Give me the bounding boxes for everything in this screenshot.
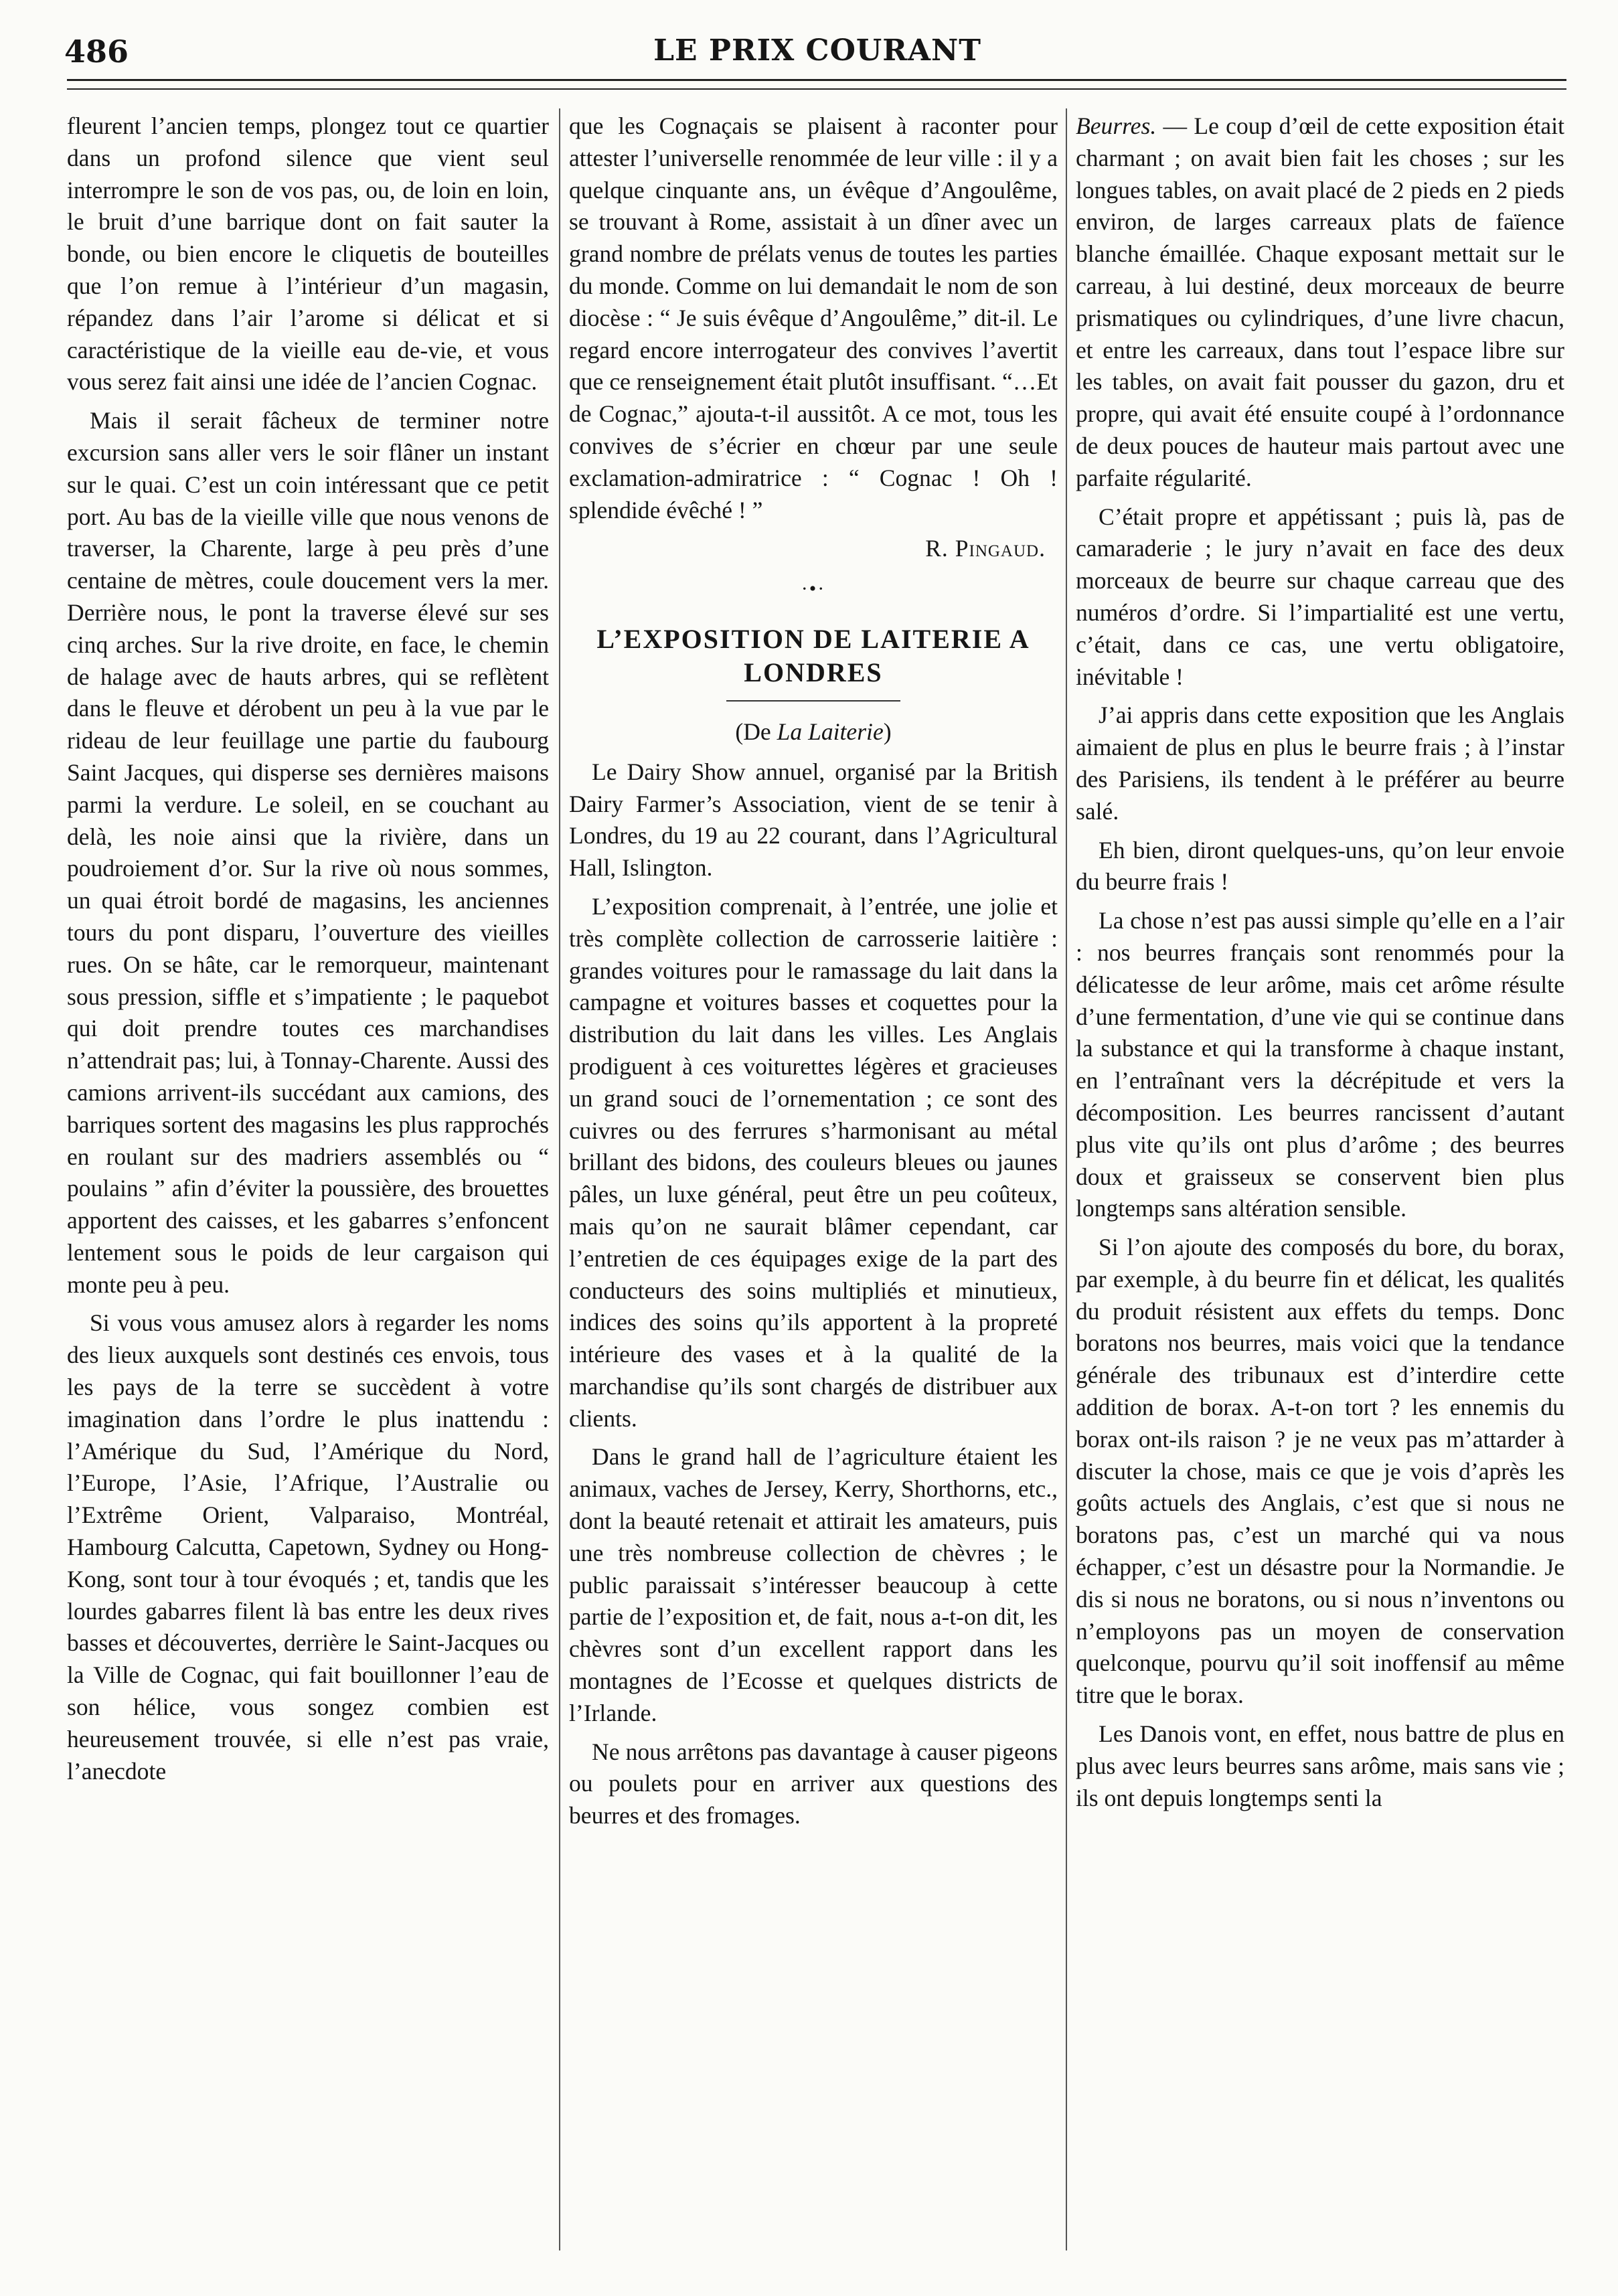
paragraph: Dans le grand hall de l’agriculture étaient les animaux, vaches de Jersey, Kerry, Shorthorns, etc., dont la beauté retenait et attirait les amateurs, puis une très nombreuse collection de chèvres ; le public paraissait s’intéresser beaucoup à cette partie de l’exposition et, de fait, nous a-t-on dit, les chèvres sont d’un excellent rapport dans les montagnes de l’Ecosse et quelques districts de l’Irlande. xyxy=(569,1443,1058,1726)
column-3 xyxy=(1076,110,1564,2269)
author-signature: R. Pingaud. xyxy=(925,535,1046,562)
column-divider-1 xyxy=(559,108,560,2250)
paragraph: L’exposition comprenait, à l’entrée, une jolie et très complète collection de carrosserie laitière : grandes voitures pour le ramassage du lait dans la campagne et voitures basses et coquettes pour la distribution du lait dans les villes. Les Anglais prodiguent à ces voiturettes légères et gracieuses un grand souci de l’ornementation ; ce sont des cuivres ou des ferrures s’harmonisant au métal brillant des bidons, des couleurs bleues ou jaunes pâles, un luxe général, peut être un peu coûteux, mais qu’on ne saurait blâmer cependant, car l’entretien de ces équipages exige de la part des conducteurs des soins multipliés et minutieux, indices des soins qu’ils apportent à la propreté intérieure des vases et à la qualité de la marchandise qu’ils sont chargés de distribuer aux clients. xyxy=(569,892,1058,1432)
source-publication: La Laiterie xyxy=(777,718,884,745)
paragraph: La chose n’est pas aussi simple qu’elle en a l’air : nos beurres français sont renommés pour la délicatesse de leur arôme, mais cet arôme résulte d’une fermentation, d’une vie qui se continue dans la substance et qui la transforme à chaque instant, en l’entraînant vers la décrépitude et vers la décomposition. Les beurres rancissent d’autant plus vite qu’ils ont plus d’arôme ; des beurres doux et graisseux se conservent bien plus longtemps sans altération sensible. xyxy=(1076,907,1564,1222)
section-lead-in: Beurres. xyxy=(1076,112,1157,139)
page-header xyxy=(64,27,1570,72)
header-rule-top xyxy=(67,79,1566,81)
paragraph: Mais il serait fâcheux de terminer notre excursion sans aller vers le soir flâner un instant sur le quai. C’est un coin intéressant que ce petit port. Au bas de la vieille ville que nous venons de traverser, la Charente, large à peu près d’une centaine de mètres, coule doucement vers la mer. Derrière nous, le pont la traverse élevé sur ses cinq arches. Sur la rive droite, en face, le chemin de halage avec de hauts arbres, qui se reflètent dans le fleuve et dérobent un peu à la vue par le rideau de leur feuillage une partie du faubourg Saint Jacques, qui disperse ses dernières maisons parmi la verdure. Le soleil, en se couchant au delà, les noie ainsi que la rivière, dans un poudroiement d’or. Sur la rive où nous sommes, un quai étroit bordé de magasins, les anciennes tours du pont disparu, l’ouverture des vieilles rues. On se hâte, car le remorqueur, maintenant sous pression, siffle et s’impatiente ; le paquebot qui doit prendre toutes ces marchandises n’attendrait pas; lui, à Tonnay-Charente. Aussi des camions arrivent-ils succédant aux camions, des barriques sortent des magasins les plus rapprochés en roulant sur des madriers assemblés ou “ poulains ” afin d’éviter la poussière, des brouettes apportent des caisses, et les gabarres s’enfoncent lentement sous le poids de leur cargaison qui monte peu à peu. xyxy=(67,407,549,1298)
paragraph: J’ai appris dans cette exposition que les Anglais aimaient de plus en plus le beurre frais ; à l’instar des Parisiens, ils tendent à le préférer au beurre salé. xyxy=(1076,702,1564,825)
paragraph: Si l’on ajoute des composés du bore, du borax, par exemple, à du beurre fin et délicat, les qualités du produit résistent aux effets du temps. Donc boratons nos beurres, mais voici que la tendance générale des tribunaux est d’interdire cette addition de borax. A-t-on tort ? les ennemis du borax ont-ils raison ? je ne veux pas m’attarder à discuter la chose, mais ce que je vois d’après les goûts actuels des Anglais, c’est que si nous ne boratons pas, c’est un marché qui va nous échapper, c’est un désastre pour la Normandie. Je dis si nous ne boratons, ou si nous n’inventons ou n’employons pas un moyen de conservation quelconque, pourvu qu’il soit inoffensif au même titre que le borax. xyxy=(1076,1234,1564,1709)
paragraph: Ne nous arrêtons pas davantage à causer pigeons ou poulets pour en arriver aux questions des beurres et des fromages. xyxy=(569,1738,1058,1829)
paragraph: Les Danois vont, en effet, nous battre de plus en plus avec leurs beurres sans arôme, mais sans vie ; ils ont depuis longtemps senti la xyxy=(1076,1720,1564,1811)
paragraph-text: — Le coup d’œil de cette exposition était charmant ; on avait bien fait les choses ; sur les longues tables, on avait placé de 2 pieds en 2 pieds environ, de larges carreaux plats de faïence blanche émaillée. Chaque exposant mettait sur le carreau, à lui destiné, deux morceaux de beurre prismatiques ou cylindriques, d’une livre chacun, et entre les carreaux, dans tout l’espace libre sur les tables, on avait fait pousser du gazon, dru et propre, qui avait été ensuite coupé à l’ordonnance de deux pouces de hauteur mais partout avec une parfaite régularité. xyxy=(1076,112,1564,491)
source-open: (De xyxy=(735,718,777,745)
column-divider-2 xyxy=(1066,108,1067,2250)
article-source xyxy=(569,716,1058,748)
title-rule xyxy=(726,700,900,702)
page-number: 486 xyxy=(64,33,129,70)
header-rule-bottom xyxy=(67,88,1566,90)
section-ornament: ·•· xyxy=(801,578,826,600)
paragraph: Eh bien, diront quelques-uns, qu’on leur envoie du beurre frais ! xyxy=(1076,836,1564,896)
paragraph: C’était propre et appétissant ; puis là, pas de camaraderie ; le jury n’avait en face des deux morceaux de beurre sur chaque carreau que des numéros d’ordre. Si l’impartialité est une vertu, c’était, dans ce cas, une vertu obligatoire, inévitable ! xyxy=(1076,503,1564,690)
article-title: L’EXPOSITION DE LAITERIE A LONDRES xyxy=(596,623,1030,687)
paragraph: que les Cognaçais se plaisent à raconter pour attester l’universelle renommée de leur ville : il y a quelque cinquante ans, un évêque d’Angoulême, se trouvant à Rome, assistait à un dîner avec un grand nombre de prélats venus de toutes les parties du monde. Comme on lui demandait le nom de son diocèse : “ Je suis évêque d’Angoulême,” dit-il. Le regard encore interrogateur des convives l’avertit que ce renseignement était plutôt insuffisant. “…Et de Cognac,” ajouta-t-il aussitôt. A ce mot, tous les convives de s’écrier en chœur par une seule exclamation-admiratrice : “ Cognac ! Oh ! splendide évêché ! ” xyxy=(569,112,1058,523)
paragraph xyxy=(1076,110,1564,495)
paragraph: Si vous vous amusez alors à regarder les noms des lieux auxquels sont destinés ces envois, tous les pays de la terre se succèdent à votre imagination dans l’ordre le plus inattendu : l’Amérique du Sud, l’Amérique du Nord, l’Europe, l’Asie, l’Afrique, l’Australie ou l’Extrême Orient, Valparaiso, Montréal, Hambourg Calcutta, Capetown, Sydney ou Hong-Kong, sont tour à tour évoqués ; et, tandis que les lourdes gabarres filent là bas entre les deux rives basses et découvertes, derrière le Saint-Jacques ou la Ville de Cognac, qui fait bouillonner l’eau de son hélice, vous songez combien est heureusement trouvée, si elle n’est pas vraie, l’anecdote xyxy=(67,1309,549,1785)
source-close: ) xyxy=(883,718,892,745)
paragraph: Le Dairy Show annuel, organisé par la British Dairy Farmer’s Association, vient de se tenir à Londres, du 19 au 22 courant, dans l’Agricultural Hall, Islington. xyxy=(569,758,1058,882)
column-1 xyxy=(67,110,549,2269)
paragraph: fleurent l’ancien temps, plongez tout ce quartier dans un profond silence que vient seul interrompre le son de vos pas, ou, de loin en loin, le bruit d’une barrique dont on fait sauter la bonde, ou bien encore le cliquetis de bouteilles que l’on remue à l’intérieur d’un magasin, répandez dans l’air l’arome si délicat et si caractéristique de la vieille eau de-vie, et vous vous serez fait ainsi une idée de l’ancien Cognac. xyxy=(67,112,549,396)
column-2 xyxy=(569,110,1058,2269)
running-title: LE PRIX COURANT xyxy=(653,33,981,68)
